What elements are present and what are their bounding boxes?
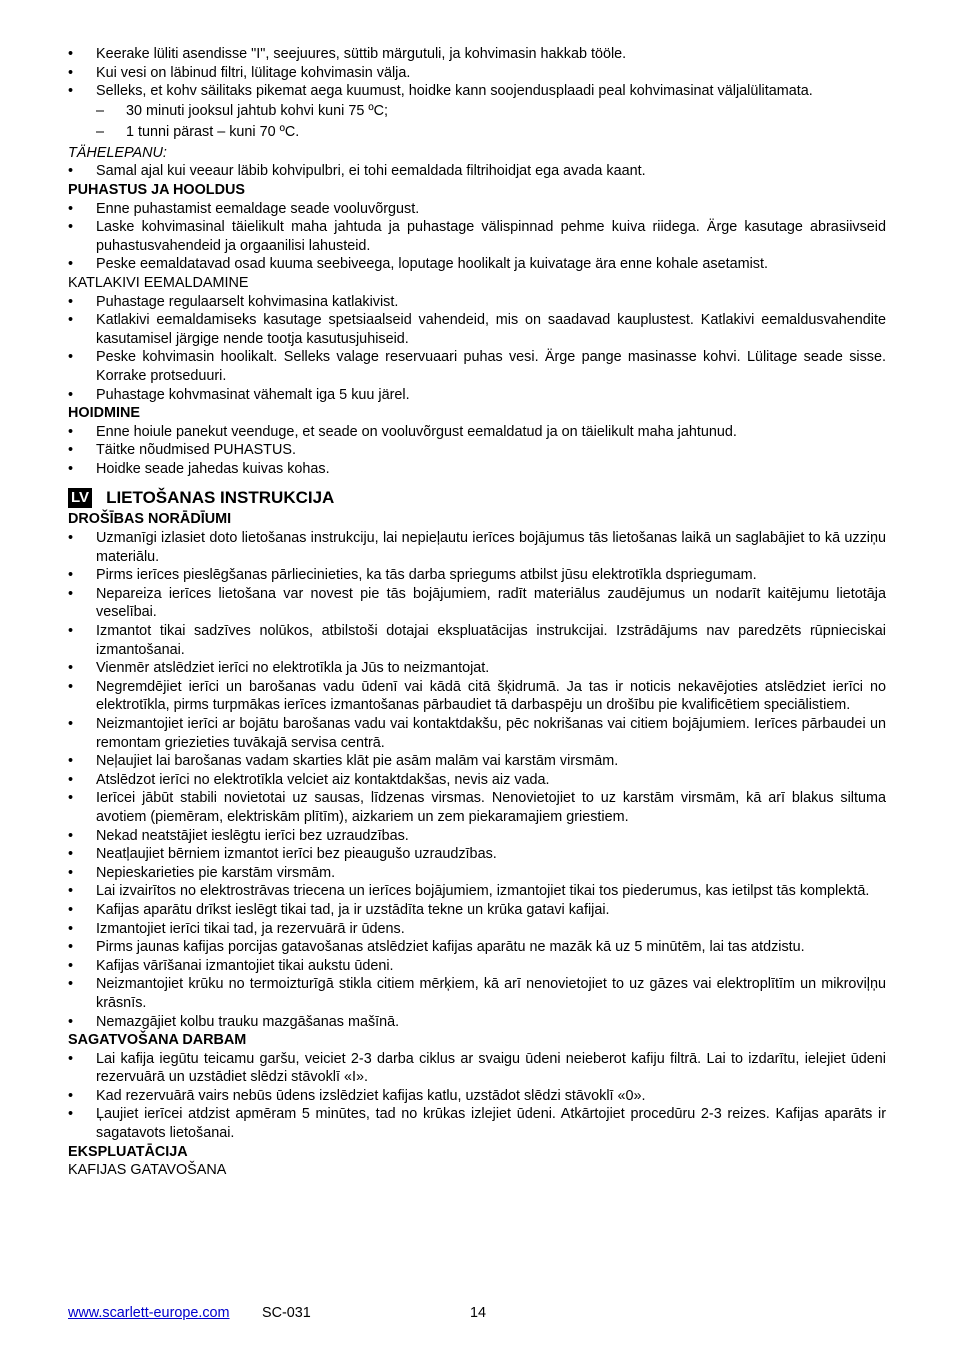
list-item: • Keerake lüliti asendisse "I", seejuures, süttib märgutuli, ja kohvimasin hakkab tööle.	[68, 45, 886, 64]
list-item: • Enne puhastamist eemaldage seade vooluvõrgust.	[68, 200, 886, 219]
list-item: • Selleks, et kohv säilitaks pikemat aega kuumust, hoidke kann soojendusplaadi peal kohvimasinat väljalülitamata.	[68, 82, 886, 101]
lv-safety-list	[68, 529, 886, 1031]
model-number: SC-031	[262, 1305, 311, 1321]
list-item: • Neatļaujiet bērniem izmantot ierīci bez pieaugušo uzraudzības.	[68, 845, 886, 864]
et-storage-list	[68, 423, 886, 479]
et-descaling-list	[68, 293, 886, 405]
list-item: • Neizmantojiet krūku no termoizturīgā stikla citiem mērķiem, kā arī nenovietojiet to uz gāzes vai elektroplītīm un mikroviļņu krāsnīs.	[68, 975, 886, 1012]
et-attention-label: TÄHELEPANU:	[68, 144, 167, 161]
list-item: • Peske kohvimasin hoolikalt. Selleks valage reservuaari puhas vesi. Ärge pange masinasse kohvi. Lülitage seade sisse. Korrake protseduuri.	[68, 348, 886, 385]
list-item: • Negremdējiet ierīci un barošanas vadu ūdenī vai kādā citā šķidrumā. Ja tas ir noticis nekavējoties atslēdziet ierīci no elektrotīkla, pirms turpmākas ierīces izmantošanas pārbaudiet tā darbaspēju un drošību pie kvalificētiem speciālistiem.	[68, 678, 886, 715]
lv-safety-heading: DROŠĪBAS NORĀDĪUMI	[68, 511, 232, 528]
list-item: • Nepieskarieties pie karstām virsmām.	[68, 864, 886, 883]
page-content	[68, 45, 886, 1180]
et-cleaning-heading: PUHASTUS JA HOOLDUS	[68, 181, 245, 198]
list-item: • Hoidke seade jahedas kuivas kohas.	[68, 460, 886, 479]
et-cleaning-list	[68, 200, 886, 274]
list-item: • Lai kafija iegūtu teicamu garšu, veiciet 2-3 darba ciklus ar svaigu ūdeni neieberot kafiju filtrā. Lai to izdarītu, ielejiet ūdeni rezervuārā un uzstādiet slēdzi stāvoklī «I».	[68, 1050, 886, 1087]
list-item: • Kafijas vārīšanai izmantojiet tikai aukstu ūdeni.	[68, 957, 886, 976]
list-item: • Puhastage kohvmasinat vähemalt iga 5 kuu järel.	[68, 386, 886, 405]
website-link[interactable]: www.scarlett-europe.com	[68, 1305, 230, 1321]
lv-prep-heading: SAGATVOŠANA DARBAM	[68, 1032, 247, 1049]
list-item: • Izmantojiet ierīci tikai tad, ja rezervuārā ir ūdens.	[68, 920, 886, 939]
list-item: • Täitke nõudmised PUHASTUS.	[68, 441, 886, 460]
lv-brewing-heading: KAFIJAS GATAVOŠANA	[68, 1162, 227, 1179]
et-attention-list	[68, 162, 886, 181]
list-item: • Ierīcei jābūt stabili novietotai uz sausas, līdzenas virsmas. Nenovietojiet to uz karstām virsmām, kā arī blakus siltuma avotiem (piemēram, elektriskām plītīm), aizkariem un zem piekaramajiem griestiem.	[68, 789, 886, 826]
list-item: • Pirms ierīces pieslēgšanas pārliecinieties, ka tās darba spriegums atbilst jūsu elektrotīkla dspriegumam.	[68, 566, 886, 585]
list-item: • Pirms jaunas kafijas porcijas gatavošanas atslēdziet kafijas aparātu ne mazāk kā uz 5 minūtēm, lai tas atdzistu.	[68, 938, 886, 957]
language-badge: LV	[68, 488, 92, 508]
list-item: • Kui vesi on läbinud filtri, lülitage kohvimasin välja.	[68, 64, 886, 83]
lv-section-title	[68, 486, 886, 510]
et-operation-list	[68, 45, 886, 101]
et-cooling-list	[68, 101, 886, 144]
list-item: • Neizmantojiet ierīci ar bojātu barošanas vadu vai kontaktdakšu, pēc nokrišanas vai citiem bojājumiem. Ierīces pārbaudei un remontam griezieties tuvākajā servisa centrā.	[68, 715, 886, 752]
list-item: • Lai izvairītos no elektrostrāvas triecena un ierīces bojājumiem, izmantojiet tikai tos piederumus, kas ietilpst tās komplektā.	[68, 882, 886, 901]
lv-operation-heading: EKSPLUATĀCIJA	[68, 1143, 188, 1160]
list-item: • Neļaujiet lai barošanas vadam skarties klāt pie asām malām vai karstām virsmām.	[68, 752, 886, 771]
list-item: • Uzmanīgi izlasiet doto lietošanas instrukciju, lai nepieļautu ierīces bojājumus tās lietošanas laikā un saglabājiet to kā uzziņu materiālu.	[68, 529, 886, 566]
list-item: • Vienmēr atslēdziet ierīci no elektrotīkla ja Jūs to neizmantojat.	[68, 659, 886, 678]
list-item: • Ļaujiet ierīcei atdzist apmēram 5 minūtes, tad no krūkas izlejiet ūdeni. Atkārtojiet procedūru 2-3 reizes. Kafijas aparāts ir sagatavots lietošanai.	[68, 1105, 886, 1142]
list-item: – 1 tunni pärast – kuni 70 ºC.	[68, 122, 886, 144]
et-storage-heading: HOIDMINE	[68, 405, 140, 422]
list-item: • Nemazgājiet kolbu trauku mazgāšanas mašīnā.	[68, 1013, 886, 1032]
lv-prep-list	[68, 1050, 886, 1143]
list-item: • Kad rezervuārā vairs nebūs ūdens izslēdziet kafijas katlu, uzstādot slēdzi stāvoklī «0».	[68, 1087, 886, 1106]
list-item: – 30 minuti jooksul jahtub kohvi kuni 75 ºC;	[68, 101, 886, 123]
list-item: • Izmantot tikai sadzīves nolūkos, atbilstoši dotajai ekspluatācijas instrukcijai. Izstrādājums nav paredzēts rūpnieciskai izmantošanai.	[68, 622, 886, 659]
list-item: • Katlakivi eemaldamiseks kasutage spetsiaalseid vahendeid, mis on saadavad kauplustest. Katlakivi eemaldusvahendite kasutamisel järgige nende tootja kasutusjuhiseid.	[68, 311, 886, 348]
list-item: • Samal ajal kui veeaur läbib kohvipulbri, ei tohi eemaldada filtrihoidjat ega avada kaant.	[68, 162, 886, 181]
page-footer	[68, 1304, 886, 1322]
list-item: • Atslēdzot ierīci no elektrotīkla velciet aiz kontaktdakšas, nevis aiz vada.	[68, 771, 886, 790]
list-item: • Puhastage regulaarselt kohvimasina katlakivist.	[68, 293, 886, 312]
list-item: • Peske eemaldatavad osad kuuma seebiveega, loputage hoolikalt ja kuivatage ära enne kohale asetamist.	[68, 255, 886, 274]
list-item: • Laske kohvimasinal täielikult maha jahtuda ja puhastage välispinnad pehme kuiva riidega. Ärge kasutage abrasiivseid puhastusvahendeid ja orgaanilisi lahusteid.	[68, 218, 886, 255]
list-item: • Enne hoiule panekut veenduge, et seade on vooluvõrgust eemaldatud ja on täielikult maha jahtunud.	[68, 423, 886, 442]
et-descaling-heading: KATLAKIVI EEMALDAMINE	[68, 274, 249, 291]
list-item: • Kafijas aparātu drīkst ieslēgt tikai tad, ja ir uzstādīta tekne un krūka gatavi kafijai.	[68, 901, 886, 920]
lv-title: LIETOŠANAS INSTRUKCIJA	[106, 488, 335, 508]
page-number: 14	[470, 1305, 487, 1321]
list-item: • Nekad neatstājiet ieslēgtu ierīci bez uzraudzības.	[68, 827, 886, 846]
list-item: • Nepareiza ierīces lietošana var novest pie tās bojājumiem, radīt materiālus zaudējumus un nodarīt kaitējumu lietotāja veselībai.	[68, 585, 886, 622]
